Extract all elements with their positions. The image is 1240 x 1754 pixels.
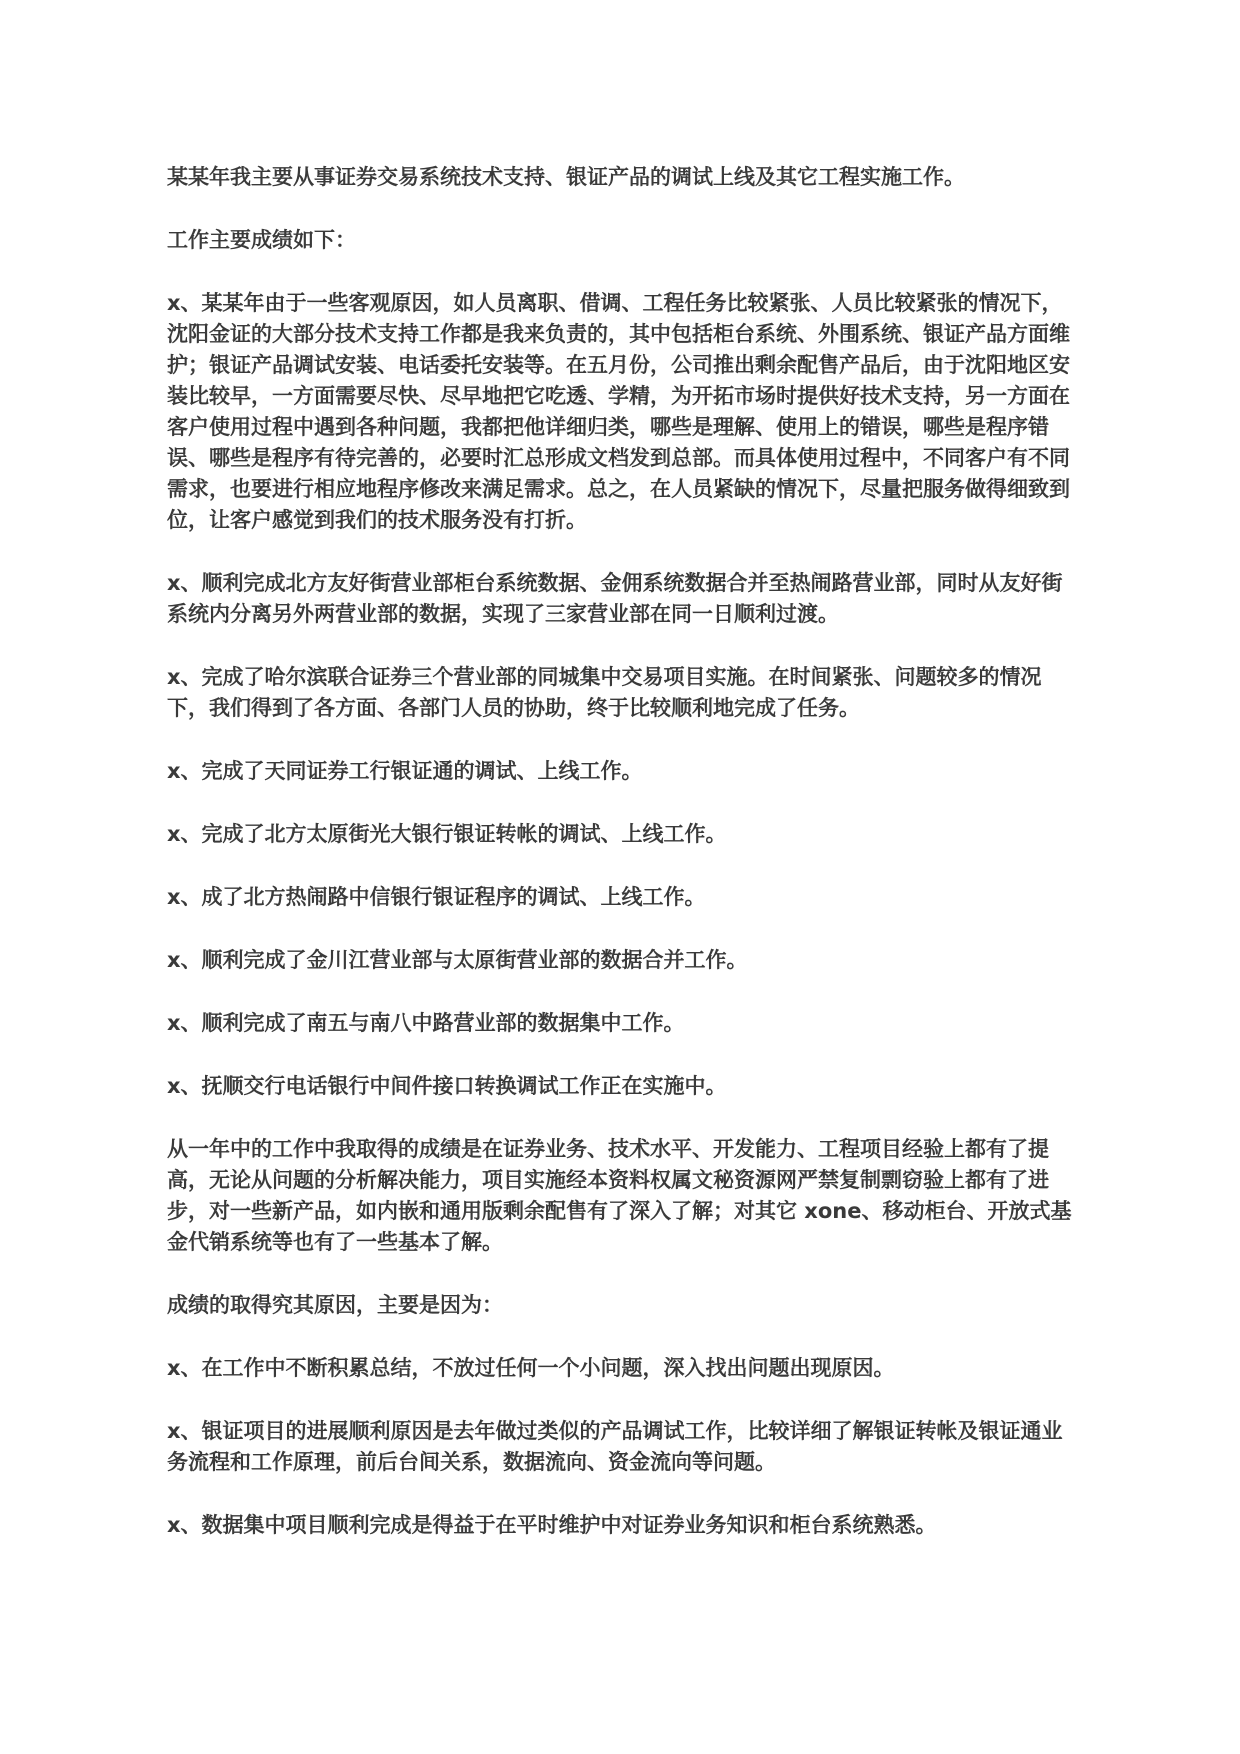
summary-paragraph: 从一年中的工作中我取得的成绩是在证券业务、技术水平、开发能力、工程项目经验上都有了提高，无论从问题的分析解决能力，项目实施经本资料权属文秘资源网严禁复制剽窃验上都有了进步，对一些新产品，如内嵌和通用版剩余配售有了深入了解；对其它 xone、移动柜台、开放式基金代销系统等也有了一些基本了解。	[167, 1137, 1072, 1254]
achievement-item: x、顺利完成北方友好街营业部柜台系统数据、金佣系统数据合并至热闹路营业部，同时从友好街系统内分离另外两营业部的数据，实现了三家营业部在同一日顺利过渡。	[167, 571, 1063, 626]
achievement-item: x、完成了北方太原街光大银行银证转帐的调试、上线工作。	[167, 822, 727, 846]
achievement-item: x、顺利完成了金川江营业部与太原街营业部的数据合并工作。	[167, 948, 748, 972]
document-body	[167, 162, 1074, 1541]
achievement-item: x、某某年由于一些客观原因，如人员离职、借调、工程任务比较紧张、人员比较紧张的情况下，沈阳金证的大部分技术支持工作都是我来负责的，其中包括柜台系统、外围系统、银证产品方面维护；银证产品调试安装、电话委托安装等。在五月份，公司推出剩余配售产品后，由于沈阳地区安装比较早，一方面需要尽快、尽早地把它吃透、学精，为开拓市场时提供好技术支持，另一方面在客户使用过程中遇到各种问题，我都把他详细归类，哪些是理解、使用上的错误，哪些是程序错误、哪些是程序有待完善的，必要时汇总形成文档发到总部。而具体使用过程中，不同客户有不同需求，也要进行相应地程序修改来满足需求。总之，在人员紧缺的情况下，尽量把服务做得细致到位，让客户感觉到我们的技术服务没有打折。	[167, 291, 1070, 532]
reason-item: x、银证项目的进展顺利原因是去年做过类似的产品调试工作，比较详细了解银证转帐及银证通业务流程和工作原理，前后台间关系，数据流向、资金流向等问题。	[167, 1419, 1063, 1474]
reason-item: x、数据集中项目顺利完成是得益于在平时维护中对证券业务知识和柜台系统熟悉。	[167, 1513, 937, 1537]
reason-item: x、在工作中不断积累总结，不放过任何一个小问题，深入找出问题出现原因。	[167, 1356, 895, 1380]
achievement-item: x、顺利完成了南五与南八中路营业部的数据集中工作。	[167, 1011, 685, 1035]
achievements-heading: 工作主要成绩如下：	[167, 228, 356, 252]
intro-paragraph: 某某年我主要从事证券交易系统技术支持、银证产品的调试上线及其它工程实施工作。	[167, 165, 965, 189]
achievement-item: x、完成了哈尔滨联合证券三个营业部的同城集中交易项目实施。在时间紧张、问题较多的情况下，我们得到了各方面、各部门人员的协助，终于比较顺利地完成了任务。	[167, 665, 1042, 720]
reasons-heading: 成绩的取得究其原因，主要是因为：	[167, 1293, 503, 1317]
achievement-item: x、成了北方热闹路中信银行银证程序的调试、上线工作。	[167, 885, 706, 909]
achievement-item: x、完成了天同证券工行银证通的调试、上线工作。	[167, 759, 643, 783]
achievement-item: x、抚顺交行电话银行中间件接口转换调试工作正在实施中。	[167, 1074, 727, 1098]
